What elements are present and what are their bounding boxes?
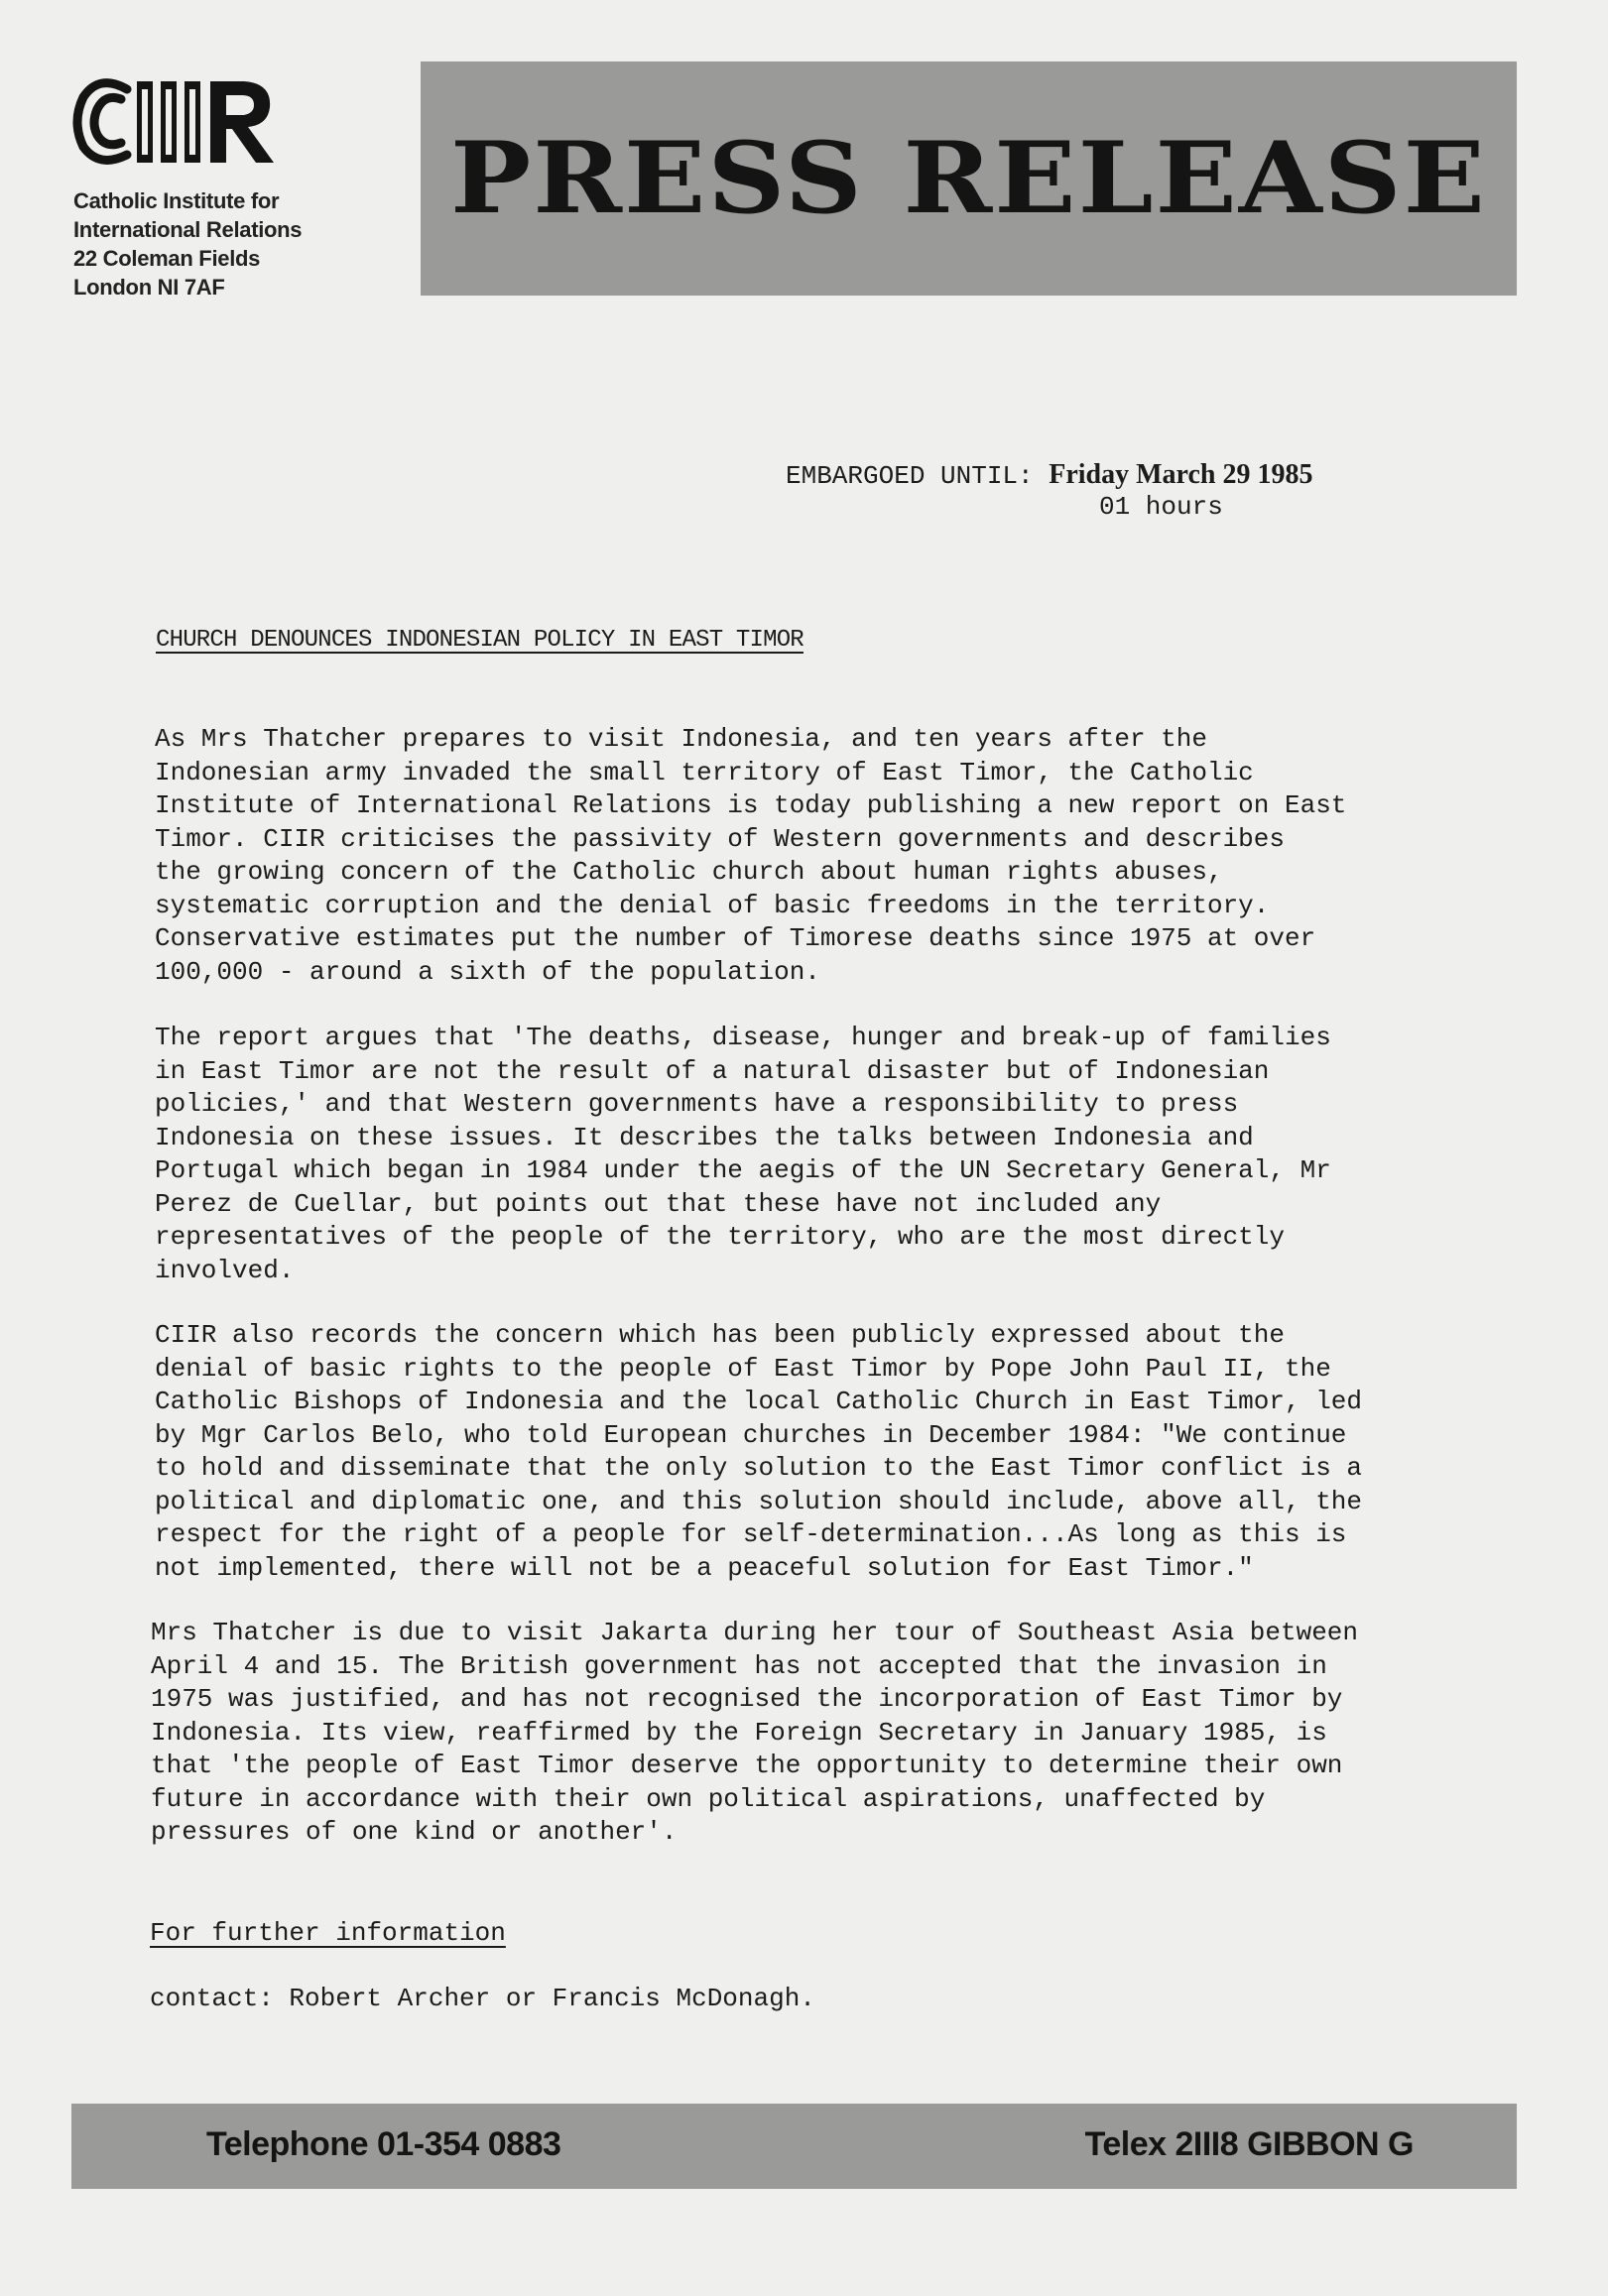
text-line: Institute of International Relations is today publishing a new report on East [155, 790, 1347, 820]
text-line: Indonesian army invaded the small territory of East Timor, the Catholic [155, 757, 1254, 787]
text-line: to hold and disseminate that the only solution to the East Timor conflict is a [155, 1453, 1362, 1483]
footer-bar [71, 2104, 1517, 2189]
text-line: by Mgr Carlos Belo, who told European churches in December 1984: "We continue [155, 1419, 1347, 1450]
text-line: denial of basic rights to the people of East Timor by Pope John Paul II, the [155, 1353, 1331, 1384]
contact-line: contact: Robert Archer or Francis McDonagh. [150, 1984, 815, 2013]
text-line: Conservative estimates put the number of Timorese deaths since 1975 at over [155, 923, 1316, 953]
org-line: International Relations [73, 217, 303, 242]
org-line: Catholic Institute for [73, 188, 280, 213]
telex-number: Telex 2III8 GIBBON G [1084, 2125, 1414, 2163]
text-line: Indonesia. Its view, reaffirmed by the Foreign Secretary in January 1985, is [151, 1717, 1327, 1748]
text-line: future in accordance with their own political aspirations, unaffected by [151, 1783, 1266, 1814]
organisation-address [73, 186, 302, 302]
banner-title: PRESS RELEASE [450, 121, 1487, 236]
text-line: political and diplomatic one, and this solution should include, above all, the [155, 1486, 1362, 1516]
headline: CHURCH DENOUNCES INDONESIAN POLICY IN EAST TIMOR [156, 627, 804, 654]
text-line: respect for the right of a people for self-determination...As long as this is [155, 1519, 1347, 1549]
paragraph-4 [151, 1617, 1358, 1850]
text-line: Catholic Bishops of Indonesia and the local Catholic Church in East Timor, led [155, 1387, 1362, 1416]
text-line: policies,' and that Western governments have a responsibility to press [155, 1089, 1239, 1119]
embargo-line [786, 458, 1312, 493]
text-line: As Mrs Thatcher prepares to visit Indonesia, and ten years after the [155, 724, 1207, 754]
text-line: not implemented, there will not be a peaceful solution for East Timor." [155, 1552, 1254, 1583]
text-line: in East Timor are not the result of a natural disaster but of Indonesian [155, 1055, 1270, 1086]
text-line: 1975 was justified, and has not recognised the incorporation of East Timor by [151, 1684, 1343, 1714]
text-line: CIIR also records the concern which has been publicly expressed about the [155, 1320, 1285, 1350]
text-line: the growing concern of the Catholic church about human rights abuses, [155, 857, 1223, 887]
paragraph-2 [155, 1022, 1331, 1287]
text-line: systematic corruption and the denial of basic freedoms in the territory. [155, 890, 1270, 920]
text-line: involved. [155, 1255, 295, 1285]
text-line: Timor. CIIR criticises the passivity of Western governments and describes [155, 823, 1285, 854]
embargo-time: 01 hours [1099, 492, 1223, 522]
text-line: pressures of one kind or another'. [151, 1817, 678, 1847]
further-info-heading: For further information [150, 1918, 506, 1948]
text-line: Portugal which began in 1984 under the aegis of the UN Secretary General, Mr [155, 1155, 1331, 1185]
embargo-label: EMBARGOED UNTIL: [786, 461, 1034, 491]
text-line: April 4 and 15. The British government has not accepted that the invasion in [151, 1650, 1327, 1681]
embargo-date: Friday March 29 1985 [1049, 459, 1313, 490]
text-line: The report argues that 'The deaths, disease, hunger and break-up of families [155, 1023, 1331, 1052]
text-line: representatives of the people of the territory, who are the most directly [155, 1222, 1285, 1252]
text-line: Perez de Cuellar, but points out that these have not included any [155, 1188, 1162, 1219]
text-line: Mrs Thatcher is due to visit Jakarta during her tour of Southeast Asia between [151, 1618, 1358, 1647]
press-release-banner [421, 61, 1517, 296]
paragraph-1 [155, 723, 1346, 989]
text-line: that 'the people of East Timor deserve the opportunity to determine their own [151, 1751, 1343, 1780]
org-line: 22 Coleman Fields [73, 246, 261, 271]
text-line: Indonesia on these issues. It describes the talks between Indonesia and [155, 1122, 1254, 1152]
ciir-logo [69, 67, 278, 177]
telephone-number: Telephone 01-354 0883 [206, 2125, 561, 2163]
paragraph-3 [155, 1319, 1362, 1585]
org-line: London NI 7AF [73, 275, 225, 300]
text-line: 100,000 - around a sixth of the population. [155, 956, 820, 987]
